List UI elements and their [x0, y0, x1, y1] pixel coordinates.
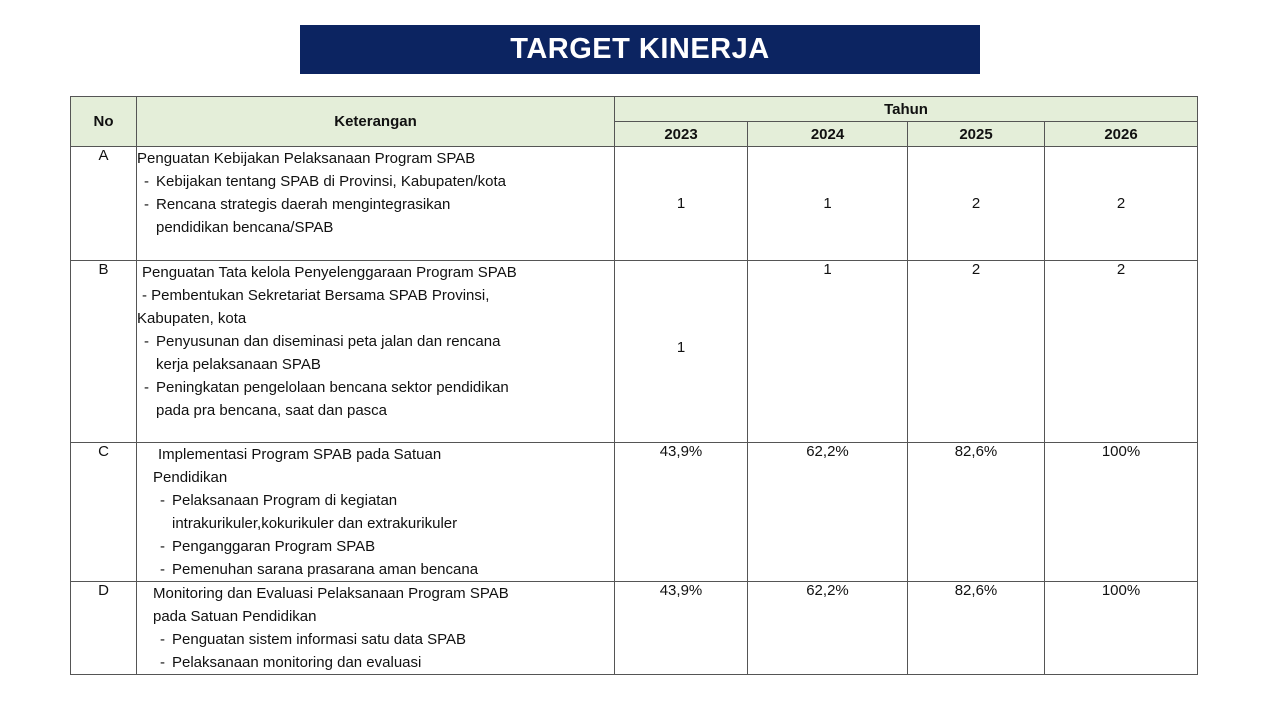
row-title: Implementasi Program SPAB pada Satuan [158, 446, 442, 463]
header-year: 2026 [1045, 122, 1198, 147]
row-title-continued: Pendidikan [153, 469, 228, 486]
header-year: 2023 [615, 122, 748, 147]
header-year: 2025 [908, 122, 1045, 147]
header-no: No [71, 97, 137, 147]
row-item: - Pelaksanaan monitoring dan evaluasi [160, 654, 422, 671]
row-description [137, 147, 615, 261]
value-cell: 2 [1045, 261, 1198, 443]
value-cell: 1 [615, 147, 748, 261]
value-cell: 100% [1045, 582, 1198, 675]
table-row [71, 582, 1198, 675]
row-item-continued: Kabupaten, kota [137, 310, 247, 327]
row-item: - Pembentukan Sekretariat Bersama SPAB Provinsi, [142, 287, 490, 304]
value-cell: 2 [908, 147, 1045, 261]
table-row [71, 261, 1198, 443]
row-description [137, 261, 615, 443]
row-item: - Penyusunan dan diseminasi peta jalan dan rencana [144, 333, 501, 350]
table-row [71, 147, 1198, 261]
header-keterangan: Keterangan [137, 97, 615, 147]
value-cell: 100% [1045, 443, 1198, 582]
row-number: A [71, 147, 137, 261]
row-item-continued: pada pra bencana, saat dan pasca [156, 402, 388, 419]
row-title-continued: pada Satuan Pendidikan [153, 608, 317, 625]
value-cell: 1 [748, 147, 908, 261]
row-item-continued: intrakurikuler,kokurikuler dan extrakurikuler [172, 515, 458, 532]
row-item: - Pelaksanaan Program di kegiatan [160, 492, 398, 509]
value-cell: 62,2% [748, 443, 908, 582]
row-item-continued: kerja pelaksanaan SPAB [156, 356, 321, 373]
header-year: 2024 [748, 122, 908, 147]
row-item: - Pemenuhan sarana prasarana aman bencana [160, 561, 479, 578]
value-cell: 43,9% [615, 443, 748, 582]
value-cell: 2 [908, 261, 1045, 443]
row-description [137, 443, 615, 582]
row-title: Penguatan Kebijakan Pelaksanaan Program SPAB [137, 150, 476, 167]
row-item: - Penguatan sistem informasi satu data SPAB [160, 631, 467, 648]
row-number: D [71, 582, 137, 675]
row-title: Monitoring dan Evaluasi Pelaksanaan Program SPAB [153, 585, 509, 602]
value-cell: 82,6% [908, 582, 1045, 675]
header-tahun: Tahun [615, 97, 1198, 122]
target-kinerja-table [70, 96, 1198, 675]
row-number: C [71, 443, 137, 582]
row-description [137, 582, 615, 675]
row-item: - Peningkatan pengelolaan bencana sektor pendidikan [144, 379, 509, 396]
row-number: B [71, 261, 137, 443]
table-row [71, 443, 1198, 582]
row-item-continued: pendidikan bencana/SPAB [156, 219, 334, 236]
row-item: - Kebijakan tentang SPAB di Provinsi, Kabupaten/kota [144, 173, 506, 190]
page-title: TARGET KINERJA [300, 25, 980, 74]
value-cell: 43,9% [615, 582, 748, 675]
value-cell: 1 [615, 261, 748, 443]
value-cell: 62,2% [748, 582, 908, 675]
row-item: - Rencana strategis daerah mengintegrasikan [144, 196, 451, 213]
row-item: - Penganggaran Program SPAB [160, 538, 376, 555]
row-title: Penguatan Tata kelola Penyelenggaraan Program SPAB [142, 264, 517, 281]
value-cell: 1 [748, 261, 908, 443]
value-cell: 82,6% [908, 443, 1045, 582]
value-cell: 2 [1045, 147, 1198, 261]
